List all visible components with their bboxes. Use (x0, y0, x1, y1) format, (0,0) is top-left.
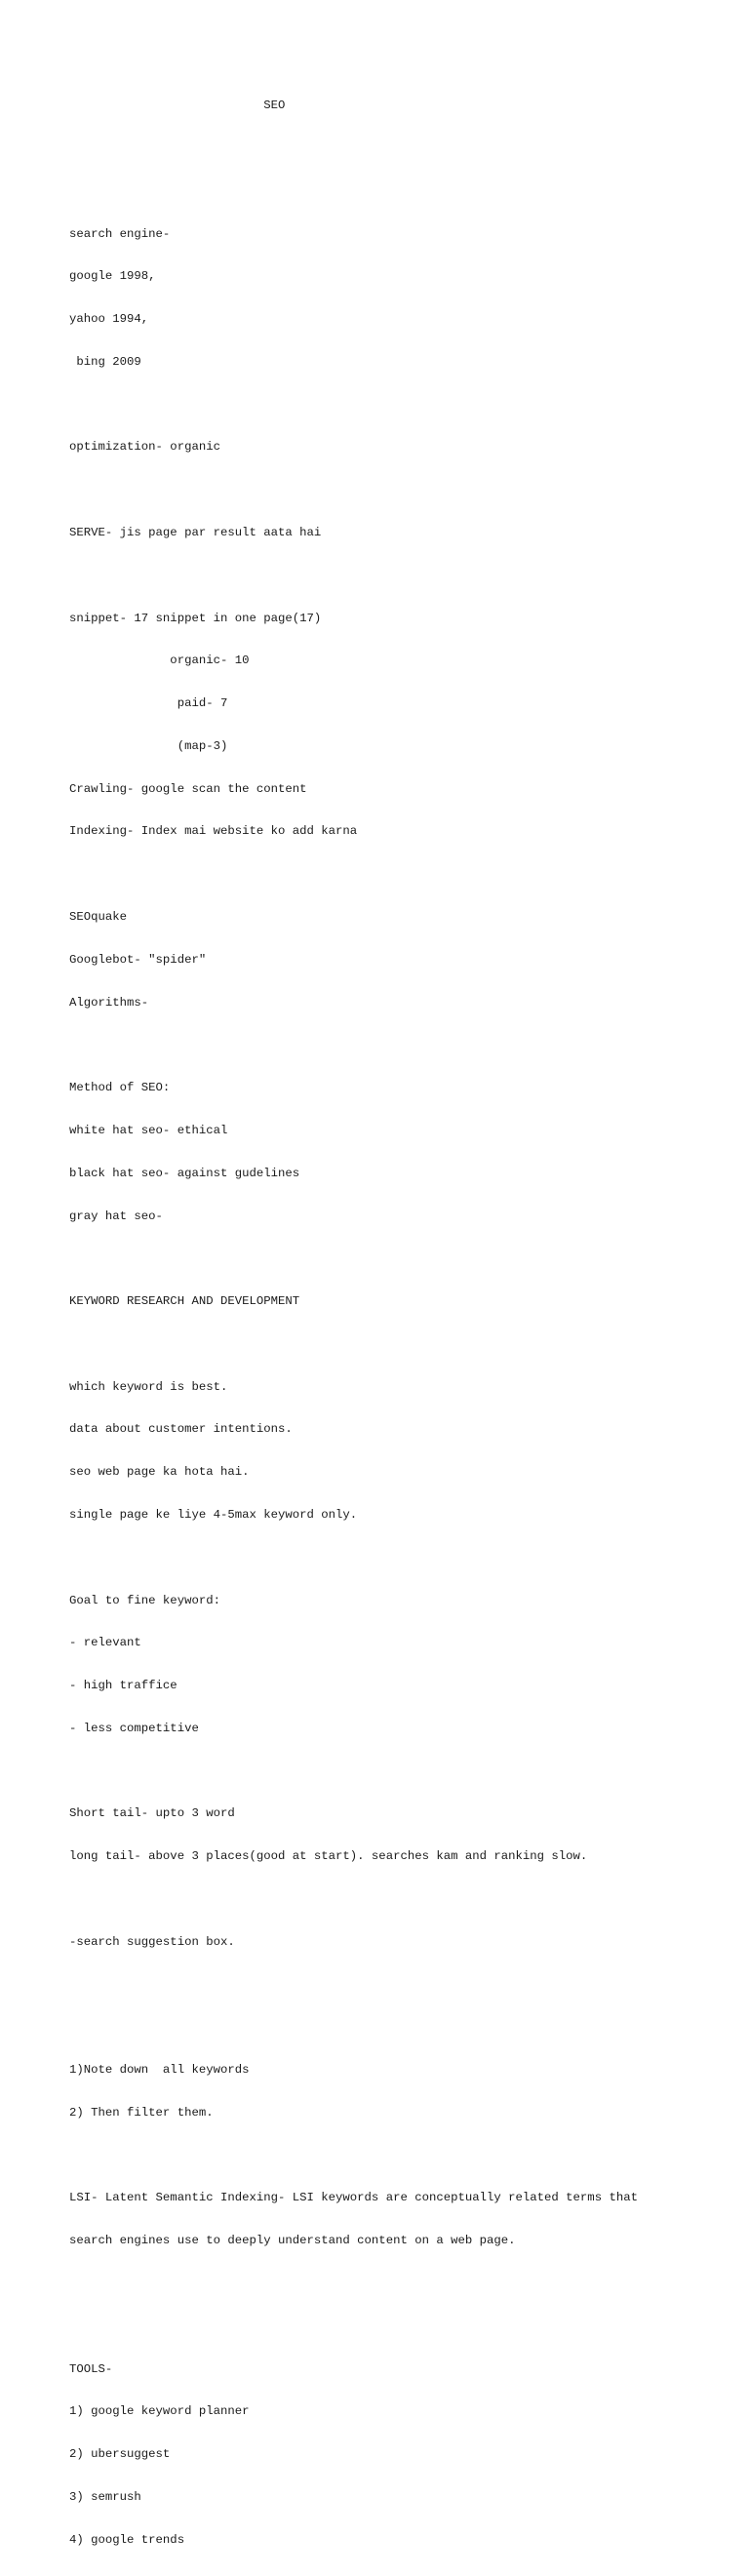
blank-line (69, 141, 638, 156)
text-line: long tail- above 3 places(good at start). searches kam and ranking slow. (69, 1849, 588, 1864)
blank-line (69, 1551, 638, 1565)
blank-line (69, 1251, 638, 1266)
list-item: - relevant (69, 1636, 141, 1650)
text-line: paid- 7 (69, 696, 228, 711)
text-line: yahoo 1994, (69, 312, 149, 327)
blank-line (69, 398, 638, 413)
blank-line (69, 2277, 638, 2291)
blank-line (69, 2020, 638, 2035)
text-line: Googlebot- "spider" (69, 952, 207, 967)
text-line: Short tail- upto 3 word (69, 1806, 235, 1821)
text-line: optimization- organic (69, 440, 220, 455)
list-item: 4) google trends (69, 2532, 185, 2547)
text-line: seo web page ka hota hai. (69, 1465, 250, 1480)
blank-line (69, 483, 638, 497)
text-line: Crawling- google scan the content (69, 781, 307, 796)
text-line: google 1998, (69, 269, 156, 284)
text-line: which keyword is best. (69, 1379, 228, 1394)
blank-line (69, 1892, 638, 1907)
text-line: data about customer intentions. (69, 1422, 293, 1437)
text-line: Algorithms- (69, 995, 149, 1010)
text-line: SERVE- jis page par result aata hai (69, 526, 322, 539)
blank-line (69, 1764, 638, 1779)
blank-line (69, 569, 638, 583)
list-item: 2) Then filter them. (69, 2105, 214, 2120)
list-item: 2) ubersuggest (69, 2447, 171, 2462)
text-line: organic- 10 (69, 654, 250, 668)
text-line: LSI- Latent Semantic Indexing- LSI keywords are conceptually related terms that (69, 2191, 638, 2205)
blank-line (69, 867, 638, 882)
blank-line (69, 1978, 638, 1993)
text-line: gray hat seo- (69, 1209, 163, 1223)
list-item: - high traffice (69, 1679, 177, 1693)
text-line: single page ke liye 4-5max keyword only. (69, 1507, 358, 1522)
text-line: Goal to fine keyword: (69, 1593, 220, 1607)
blank-line (69, 2319, 638, 2334)
text-line: -search suggestion box. (69, 1934, 235, 1949)
blank-line (69, 1337, 638, 1352)
text-line: Method of SEO: (69, 1081, 171, 1095)
text-line: SEOquake (69, 910, 128, 925)
section-heading: KEYWORD RESEARCH AND DEVELOPMENT (69, 1294, 300, 1309)
blank-line (69, 1038, 638, 1052)
text-line: (map-3) (69, 738, 228, 753)
section-heading: TOOLS- (69, 2361, 113, 2376)
text-line: snippet- 17 snippet in one page(17) (69, 611, 322, 625)
text-line: Indexing- Index mai website ko add karna (69, 824, 358, 839)
text-line: bing 2009 (69, 354, 141, 369)
document-body (69, 70, 638, 2576)
list-item: 1) google keyword planner (69, 2404, 250, 2419)
list-item: 1)Note down all keywords (69, 2063, 250, 2078)
text-line: white hat seo- ethical (69, 1123, 228, 1137)
text-line: black hat seo- against gudelines (69, 1166, 300, 1180)
text-line: search engine- (69, 226, 171, 241)
list-item: - less competitive (69, 1721, 199, 1735)
blank-line (69, 184, 638, 199)
text-line: search engines use to deeply understand content on a web page. (69, 2234, 516, 2248)
document-title: SEO (69, 99, 286, 113)
list-item: 3) semrush (69, 2489, 141, 2504)
blank-line (69, 2149, 638, 2163)
